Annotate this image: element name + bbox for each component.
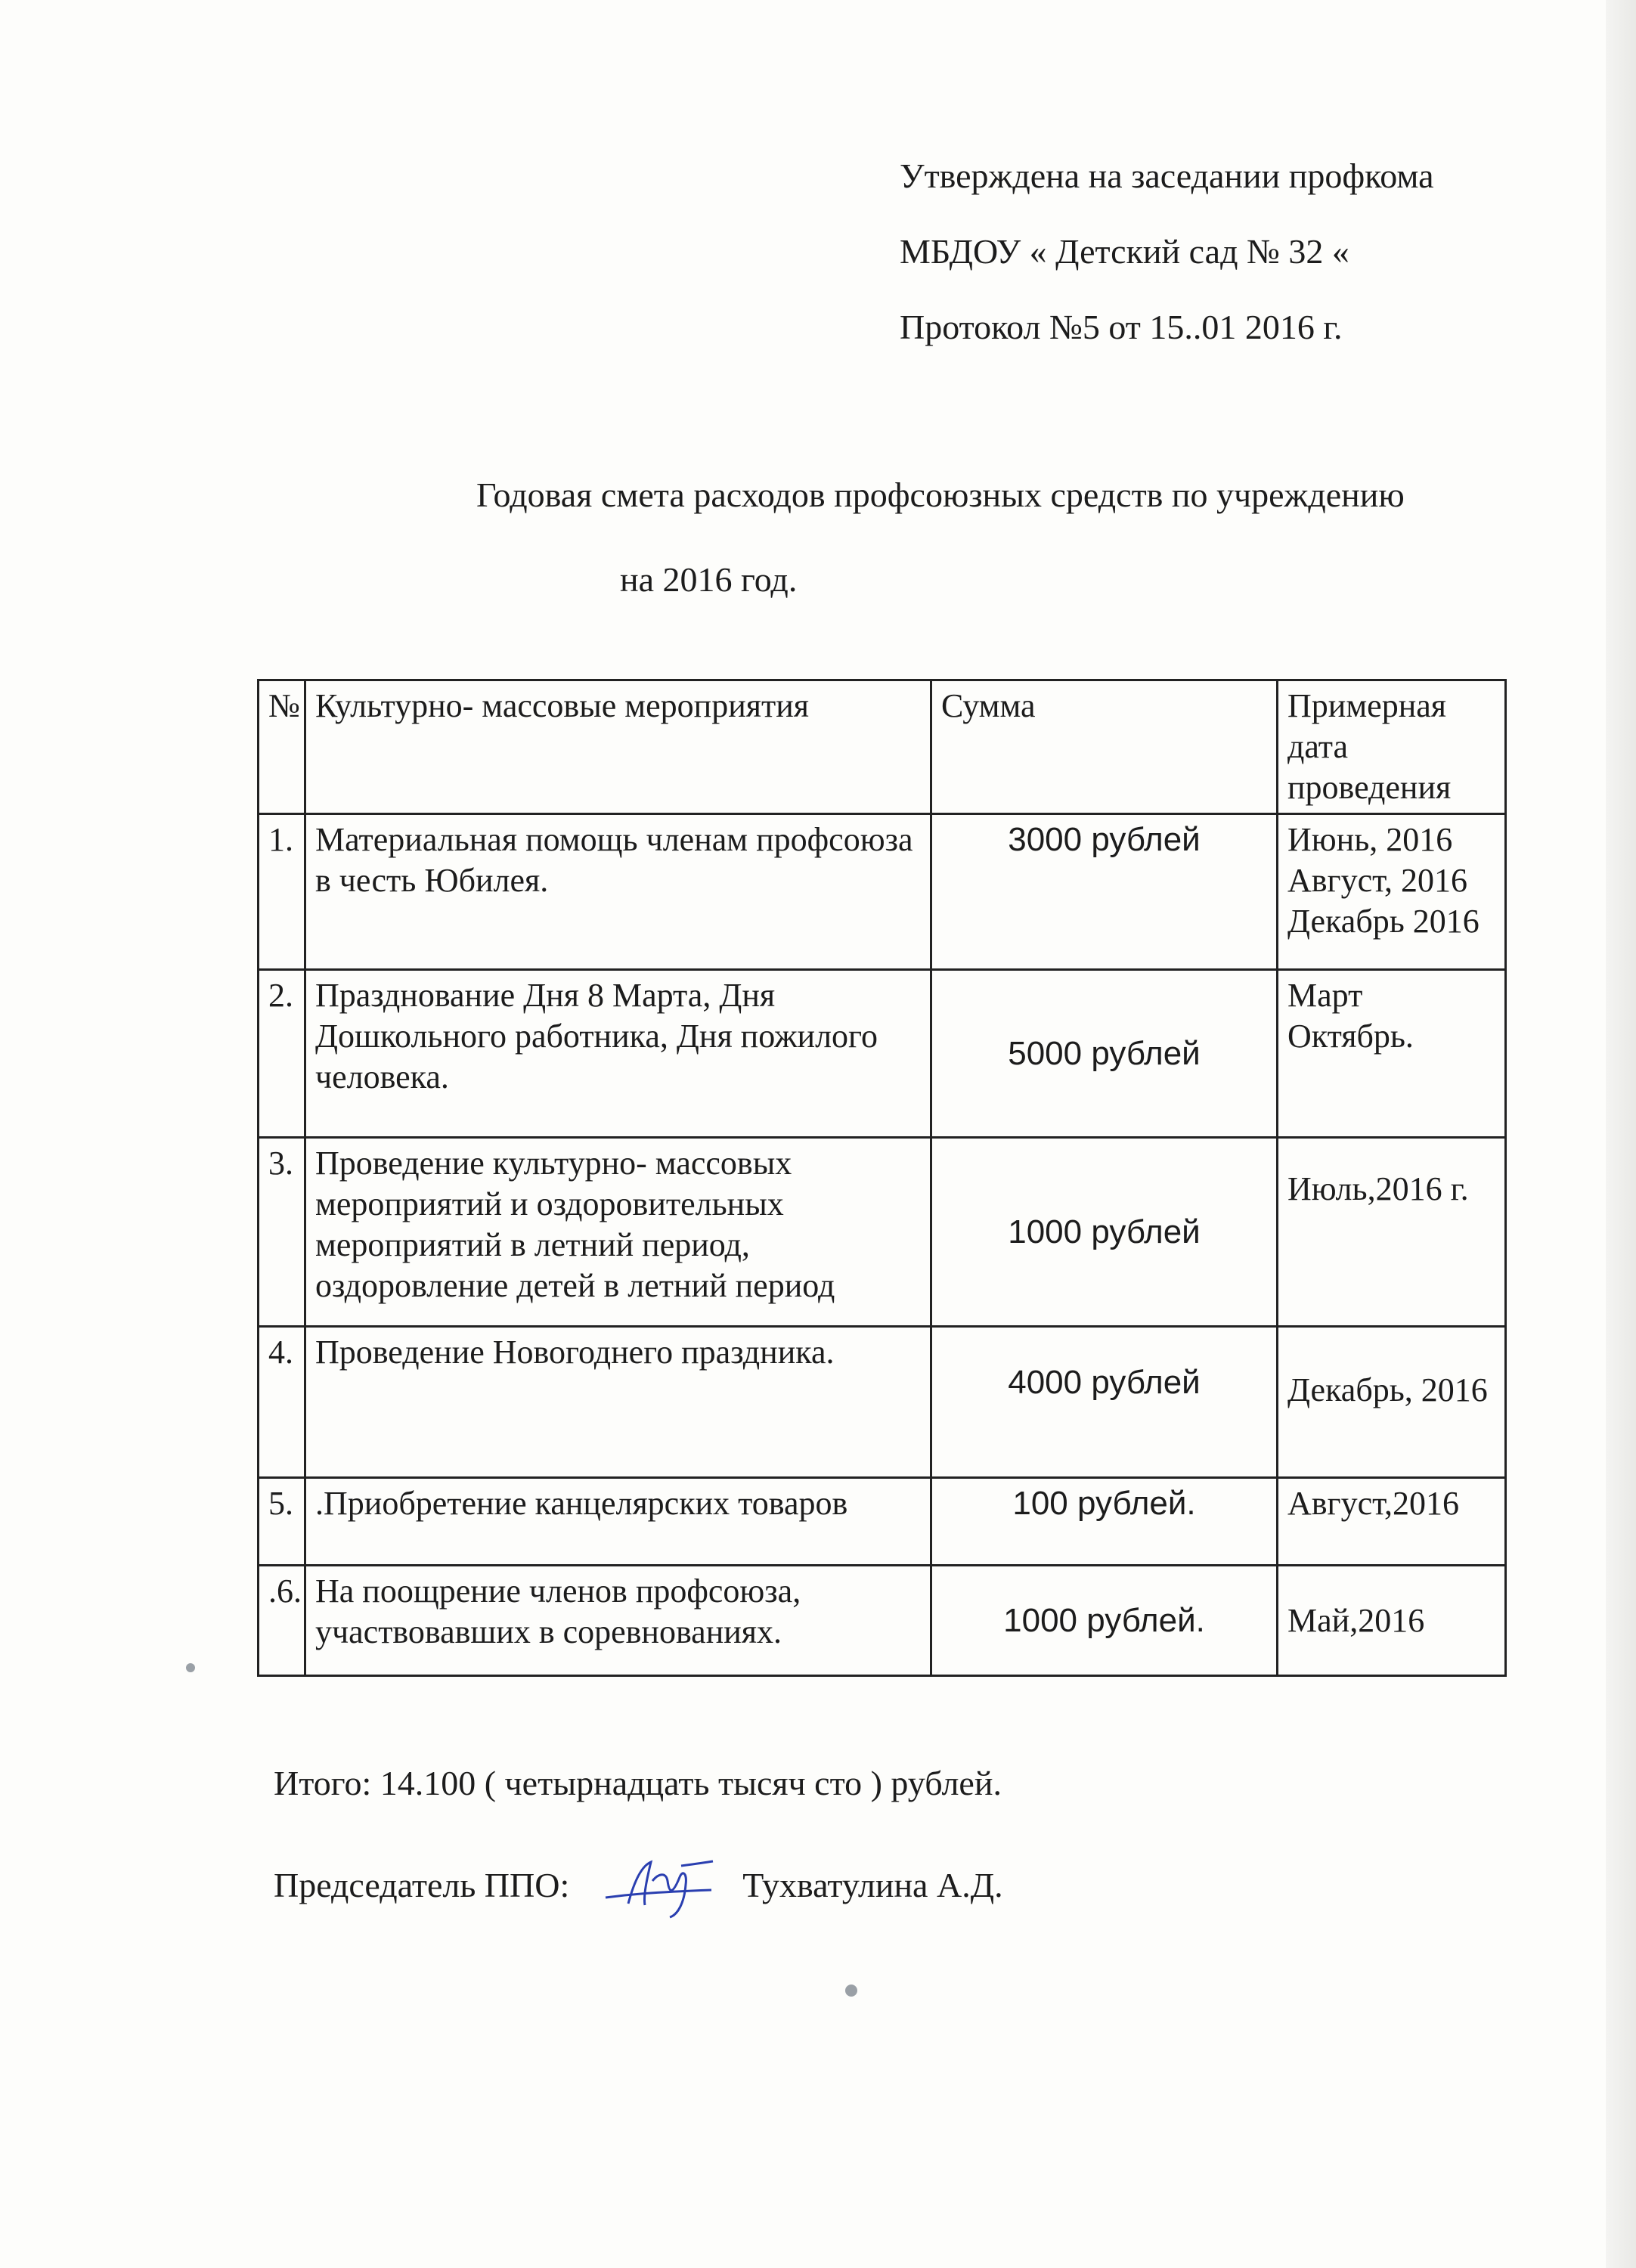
table-row: [259, 1327, 1506, 1478]
table-row: [259, 1478, 1506, 1566]
scan-speck: [186, 1663, 195, 1672]
row-sum: 1000 рублей: [931, 1138, 1278, 1327]
row-event: Проведение культурно- массовых мероприятий и оздоровительных мероприятий в летний период, оздоровление детей в летний период: [305, 1138, 931, 1327]
row-sum: 5000 рублей: [931, 970, 1278, 1138]
scan-speck: [845, 1984, 857, 1997]
row-date: Декабрь, 2016: [1278, 1327, 1506, 1478]
row-num: 2.: [259, 970, 305, 1138]
row-num: 4.: [259, 1327, 305, 1478]
signature-icon: [598, 1851, 719, 1919]
row-num: 3.: [259, 1138, 305, 1327]
header-sum: Сумма: [931, 680, 1278, 814]
row-num: .6.: [259, 1566, 305, 1676]
header-event: Культурно- массовые мероприятия: [305, 680, 931, 814]
row-event: Празднование Дня 8 Марта, Дня Дошкольного работника, Дня пожилого человека.: [305, 970, 931, 1138]
budget-table: [257, 679, 1507, 1677]
row-num: 1.: [259, 814, 305, 970]
row-date: Май,2016: [1278, 1566, 1506, 1676]
header-date: Примерная дата проведения: [1278, 680, 1506, 814]
row-event: .Приобретение канцелярских товаров: [305, 1478, 931, 1566]
approval-line-1: Утверждена на заседании профкома: [900, 156, 1434, 195]
document-title: Годовая смета расходов профсоюзных средств по учреждению: [476, 476, 1405, 514]
row-date: Июль,2016 г.: [1278, 1138, 1506, 1327]
row-sum: 3000 рублей: [931, 814, 1278, 970]
chairman-name: Тухватулина А.Д.: [742, 1865, 1003, 1904]
row-event: Проведение Новогоднего праздника.: [305, 1327, 931, 1478]
approval-line-2: МБДОУ « Детский сад № 32 «: [900, 232, 1349, 271]
document-subtitle: на 2016 год.: [620, 560, 798, 599]
row-num: 5.: [259, 1478, 305, 1566]
table-row: [259, 1138, 1506, 1327]
row-sum: 4000 рублей: [931, 1327, 1278, 1478]
signature-row: [274, 1851, 1003, 1919]
table-header-row: [259, 680, 1506, 814]
table-row: [259, 814, 1506, 970]
table-row: [259, 1566, 1506, 1676]
approval-block: [900, 156, 1434, 386]
row-event: На поощрение членов профсоюза, участвовавших в соревнованиях.: [305, 1566, 931, 1676]
chairman-label: Председатель ППО:: [274, 1865, 570, 1904]
total-line: Итого: 14.100 ( четырнадцать тысяч сто ) рублей.: [274, 1764, 1002, 1802]
approval-line-3: Протокол №5 от 15..01 2016 г.: [900, 308, 1343, 346]
row-date: Август,2016: [1278, 1478, 1506, 1566]
row-sum: 1000 рублей.: [931, 1566, 1278, 1676]
table-row: [259, 970, 1506, 1138]
row-sum: 100 рублей.: [931, 1478, 1278, 1566]
row-event: Материальная помощь членам профсоюза в честь Юбилея.: [305, 814, 931, 970]
header-num: №: [259, 680, 305, 814]
scan-edge: [1606, 0, 1636, 2268]
row-date: Март Октябрь.: [1278, 970, 1506, 1138]
row-date: Июнь, 2016 Август, 2016 Декабрь 2016: [1278, 814, 1506, 970]
